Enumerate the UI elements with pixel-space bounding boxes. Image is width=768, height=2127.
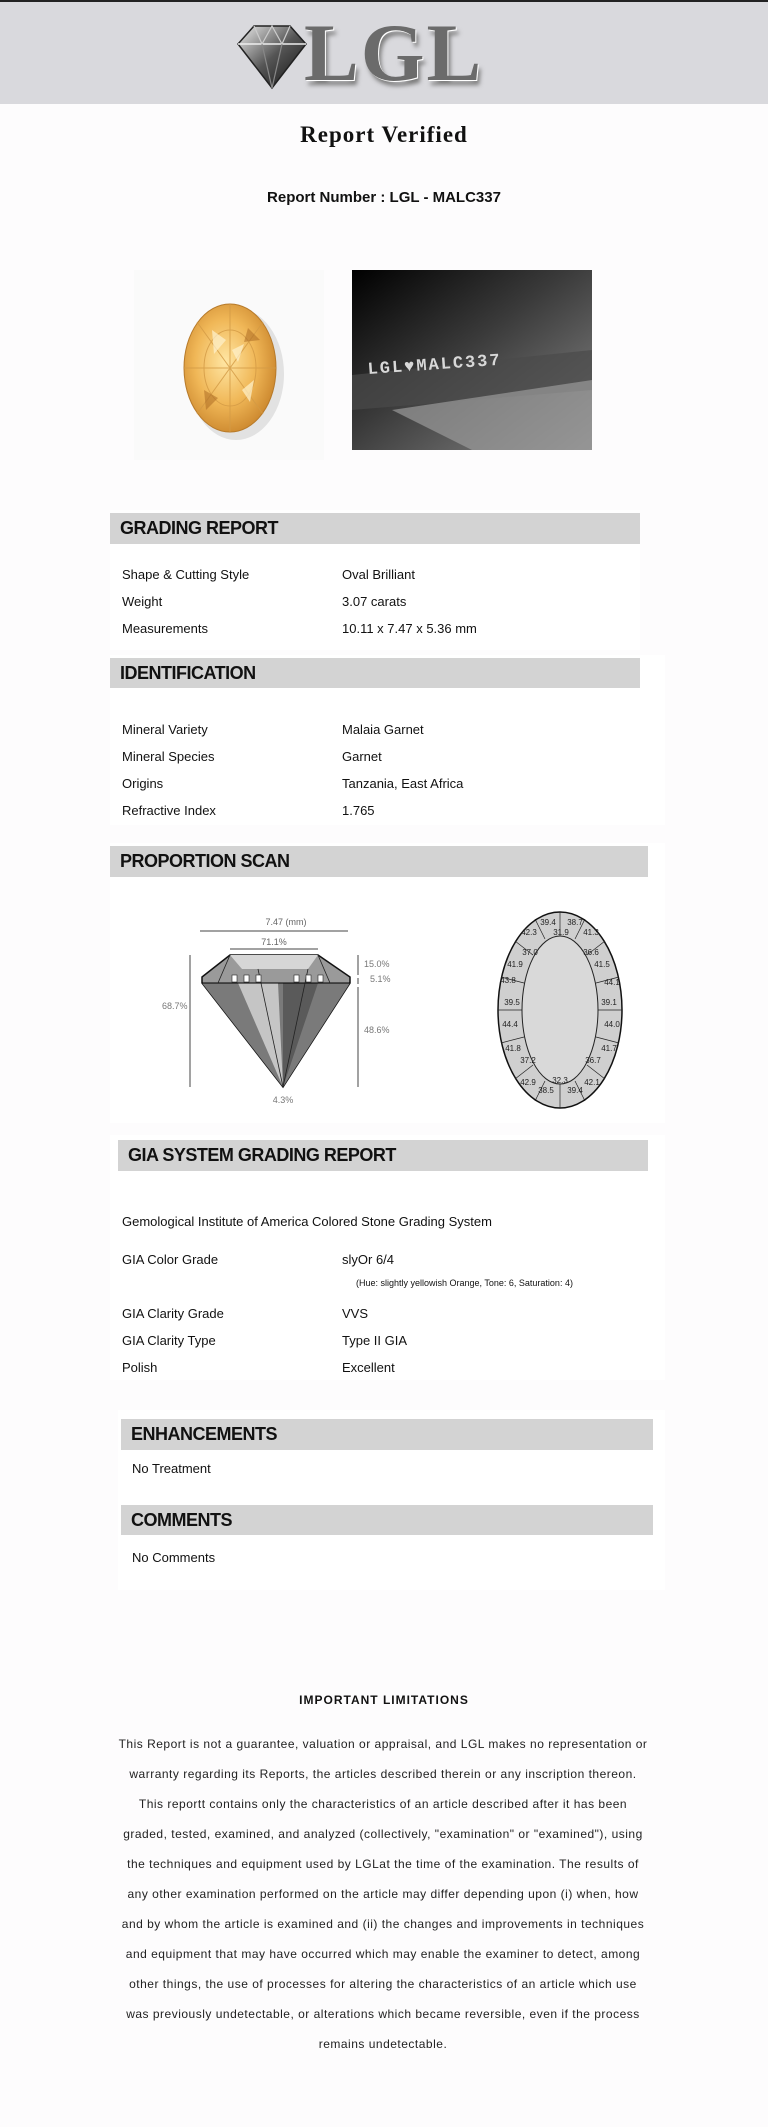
- gia-color-value: slyOr 6/4: [342, 1252, 395, 1267]
- diamond-icon: [232, 14, 312, 94]
- pavilion-depth-label: 48.6%: [364, 1025, 390, 1035]
- proportion-scan-heading: PROPORTION SCAN: [110, 846, 648, 877]
- identification-row-label: Mineral Variety: [122, 722, 208, 737]
- identification-row-label: Mineral Species: [122, 749, 215, 764]
- gemstone-photo: [134, 270, 324, 460]
- facet-angle-label: 39.4: [540, 918, 556, 927]
- gia-report-subtitle: Gemological Institute of America Colored Stone Grading System: [122, 1214, 492, 1229]
- profile-diagram: [118, 905, 448, 1115]
- culet-label: 4.3%: [272, 1095, 294, 1105]
- identification-row-value: Tanzania, East Africa: [342, 776, 464, 791]
- table-label: 71.1%: [261, 937, 287, 947]
- page-title: Report Verified: [300, 122, 468, 147]
- grading-row-label: Measurements: [122, 621, 208, 636]
- facet-angle-label: 32.3: [552, 1076, 568, 1085]
- facet-angle-label: 36.7: [585, 1056, 601, 1065]
- facet-angle-label: 44.0: [604, 1020, 620, 1029]
- grading-report-heading: GRADING REPORT: [110, 513, 640, 544]
- report-number: Report Number : LGL - MALC337: [267, 189, 501, 206]
- facet-angle-label: 39.5: [504, 998, 520, 1007]
- facet-angle-label: 44.1: [604, 978, 620, 987]
- grading-row-value: 3.07 carats: [342, 594, 407, 609]
- facet-angle-label: 31.9: [553, 928, 569, 937]
- grading-row-label: Weight: [122, 594, 163, 609]
- gia-color-label: GIA Color Grade: [122, 1252, 219, 1267]
- gia-row-value: Type II GIA: [342, 1333, 408, 1348]
- facet-angle-label: 37.0: [522, 948, 538, 957]
- facet-angle-label: 41.8: [505, 1044, 521, 1053]
- grading-row-value: Oval Brilliant: [342, 567, 415, 582]
- gia-row-label: GIA Clarity Type: [122, 1333, 216, 1348]
- facet-angle-label: 41.5: [594, 960, 610, 969]
- facet-angle-label: 43.8: [500, 976, 516, 985]
- inscription-photo: [352, 270, 592, 450]
- grading-row-value: 10.11 x 7.47 x 5.36 mm: [342, 621, 477, 636]
- facet-angle-label: 42.3: [521, 928, 537, 937]
- limitations-heading: IMPORTANT LIMITATIONS: [299, 1693, 469, 1707]
- identification-row-label: Refractive Index: [122, 803, 216, 818]
- gia-row-label: Polish: [122, 1360, 158, 1375]
- facet-angle-label: 39.1: [601, 998, 617, 1007]
- facet-diagram: [475, 905, 645, 1115]
- depth-label: 68.7%: [162, 1001, 188, 1011]
- limitations-text: This Report is not a guarantee, valuation or appraisal, and LGL makes no representation or warranty regarding its Reports, the articles described therein or any inscription thereon. This reportt contains only the characteristics of an article described after it has been graded, tested, examined, and analyzed (collectively, "examination" or "examined"), using the techniques and equipment used by LGLat the time of the examination. The results of any other examination performed on the article may differ depending upon (i) when, how and by whom the article is examined and (ii) the changes and improvements in techniques and equipment that may have occurred which may enable the examiner to detect, among other things, the use of processes for altering the characteristics of an article which use was previously undetectable, or alterations which became reversible, even if the process remains undetectable.: [118, 1737, 648, 2051]
- facet-angle-label: 41.3: [583, 928, 599, 937]
- identification-row-value: Malaia Garnet: [342, 722, 424, 737]
- gia-report-heading: GIA SYSTEM GRADING REPORT: [118, 1140, 648, 1171]
- header-banner: [0, 2, 768, 104]
- comments-text: No Comments: [132, 1550, 216, 1565]
- facet-angle-label: 39.4: [567, 1086, 583, 1095]
- width-label: 7.47 (mm): [265, 917, 307, 927]
- facet-angle-label: 41.7: [601, 1044, 617, 1053]
- lgl-logo[interactable]: [232, 7, 492, 98]
- girdle-label: 5.1%: [370, 974, 391, 984]
- identification-row-value: Garnet: [342, 749, 382, 764]
- gia-row-label: GIA Clarity Grade: [122, 1306, 224, 1321]
- comments-heading: COMMENTS: [121, 1505, 653, 1535]
- facet-angle-label: 38.5: [538, 1086, 554, 1095]
- grading-row-label: Shape & Cutting Style: [122, 567, 250, 582]
- enhancements-text: No Treatment: [132, 1461, 211, 1476]
- identification-heading: IDENTIFICATION: [110, 658, 640, 688]
- facet-angle-label: 38.7: [567, 918, 583, 927]
- facet-angle-label: 44.4: [502, 1020, 518, 1029]
- facet-angle-label: 41.9: [507, 960, 523, 969]
- crown-height-label: 15.0%: [364, 959, 390, 969]
- facet-angle-label: 42.1: [584, 1078, 600, 1087]
- logo-wordmark: LGL: [304, 7, 484, 98]
- identification-row-value: 1.765: [342, 803, 375, 818]
- enhancements-heading: ENHANCEMENTS: [121, 1419, 653, 1450]
- gia-row-value: VVS: [342, 1306, 369, 1321]
- identification-row-label: Origins: [122, 776, 164, 791]
- gia-row-value: Excellent: [342, 1360, 395, 1375]
- facet-angle-label: 37.2: [520, 1056, 536, 1065]
- gia-color-note: (Hue: slightly yellowish Orange, Tone: 6, Saturation: 4): [356, 1278, 573, 1288]
- facet-angle-label: 36.6: [583, 948, 599, 957]
- inscription-text: LGL♥MALC337: [367, 351, 503, 380]
- facet-angle-label: 42.9: [520, 1078, 536, 1087]
